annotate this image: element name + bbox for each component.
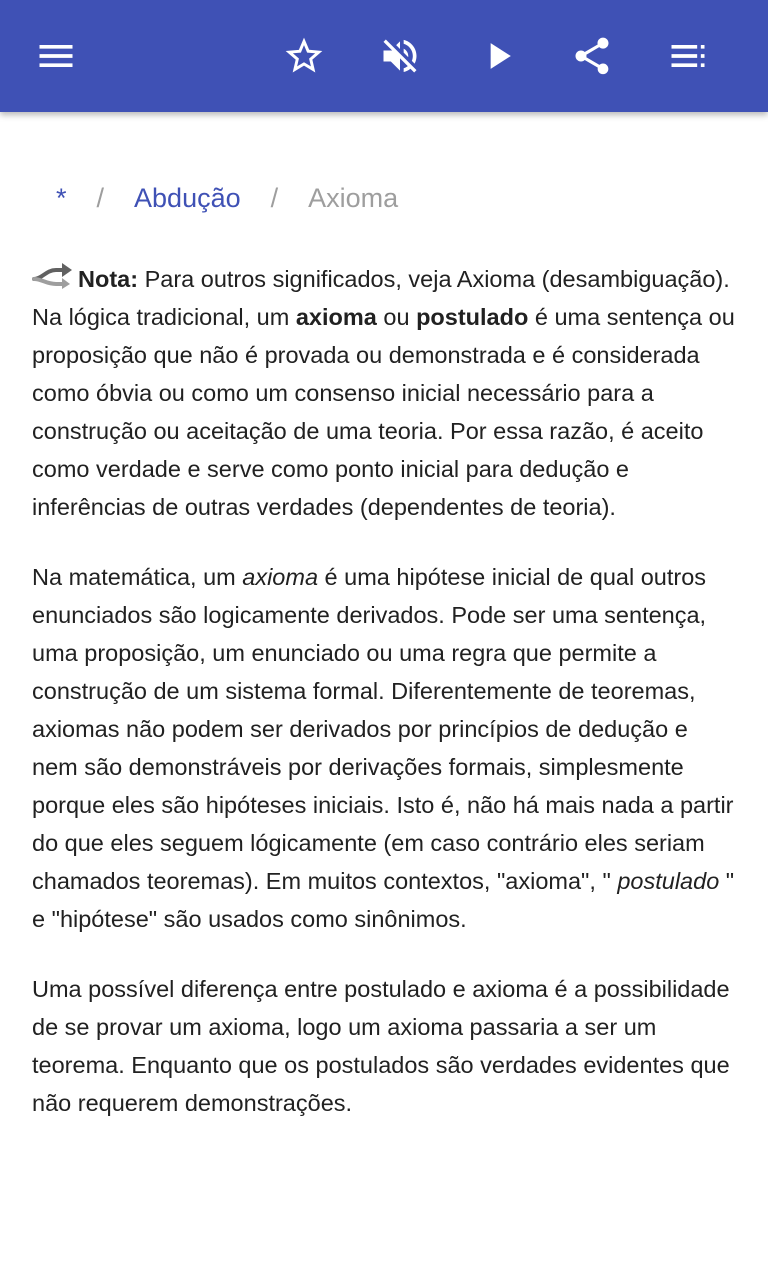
breadcrumb-separator: / xyxy=(96,182,105,213)
star-outline-icon xyxy=(282,34,326,78)
text-run: é uma hipótese inicial de qual outros enunciados são logicamente derivados. Pode ser uma sentença, uma proposição, um enunciado ou uma regra que permite a construção de um sistema formal. Diferentemente de teoremas, axiomas não podem ser derivados por princípios de dedução e nem são demonstráveis por derivações formais, simplesmente porque eles são hipóteses iniciais. Isto é, não há mais nada a partir do que eles seguem lógicamente (em caso contrário eles seriam chamados teoremas). Em muitos contextos, "axioma", " xyxy=(32,564,734,894)
note-label: Nota: xyxy=(78,266,139,292)
play-icon xyxy=(476,34,520,78)
disambiguation-arrows-icon xyxy=(32,260,74,290)
favorite-button[interactable] xyxy=(276,28,332,84)
play-button[interactable] xyxy=(470,28,526,84)
text-run: " e "hipótese" são usados como sinônimos. xyxy=(32,868,735,932)
breadcrumb xyxy=(56,178,398,218)
italic-term: axioma xyxy=(242,564,319,590)
menu-icon xyxy=(34,34,78,78)
breadcrumb-home-link[interactable]: * xyxy=(56,182,67,213)
paragraph-2 xyxy=(32,558,738,938)
paragraph-1 xyxy=(32,298,738,526)
menu-button[interactable] xyxy=(28,28,84,84)
note-text[interactable]: Para outros significados, veja Axioma (desambiguação). xyxy=(138,266,730,292)
text-run: é uma sentença ou proposição que não é provada ou demonstrada e é considerada como óbvia ou como um consenso inicial necessário para a construção ou aceitação de uma teoria. Por essa razão, é aceito como verdade e serve como ponto inicial para dedução e inferências de outras verdades (dependentes de teoria). xyxy=(32,304,735,520)
volume-off-icon xyxy=(378,34,422,78)
mute-button[interactable] xyxy=(372,28,428,84)
article-content xyxy=(0,112,768,1280)
disambiguation-note xyxy=(32,260,738,298)
breadcrumb-parent-link[interactable]: Abdução xyxy=(134,182,241,213)
playlist-icon xyxy=(666,34,710,78)
article-body xyxy=(32,260,738,1154)
italic-term: postulado xyxy=(617,868,720,894)
breadcrumb-current: Axioma xyxy=(308,182,399,213)
bold-term: postulado xyxy=(416,304,529,330)
share-icon xyxy=(570,34,614,78)
share-button[interactable] xyxy=(564,28,620,84)
contents-button[interactable] xyxy=(660,28,716,84)
text-run: Na lógica tradicional, um xyxy=(32,304,296,330)
paragraph-3: Uma possível diferença entre postulado e axioma é a possibilidade de se provar um axioma, logo um axioma passaria a ser um teorema. Enquanto que os postulados são verdades evidentes que não requerem demonstrações. xyxy=(32,976,730,1116)
app-toolbar xyxy=(0,0,768,112)
text-run: Na matemática, um xyxy=(32,564,243,590)
bold-term: axioma xyxy=(295,304,377,330)
text-run: ou xyxy=(376,304,417,330)
breadcrumb-separator: / xyxy=(270,182,279,213)
